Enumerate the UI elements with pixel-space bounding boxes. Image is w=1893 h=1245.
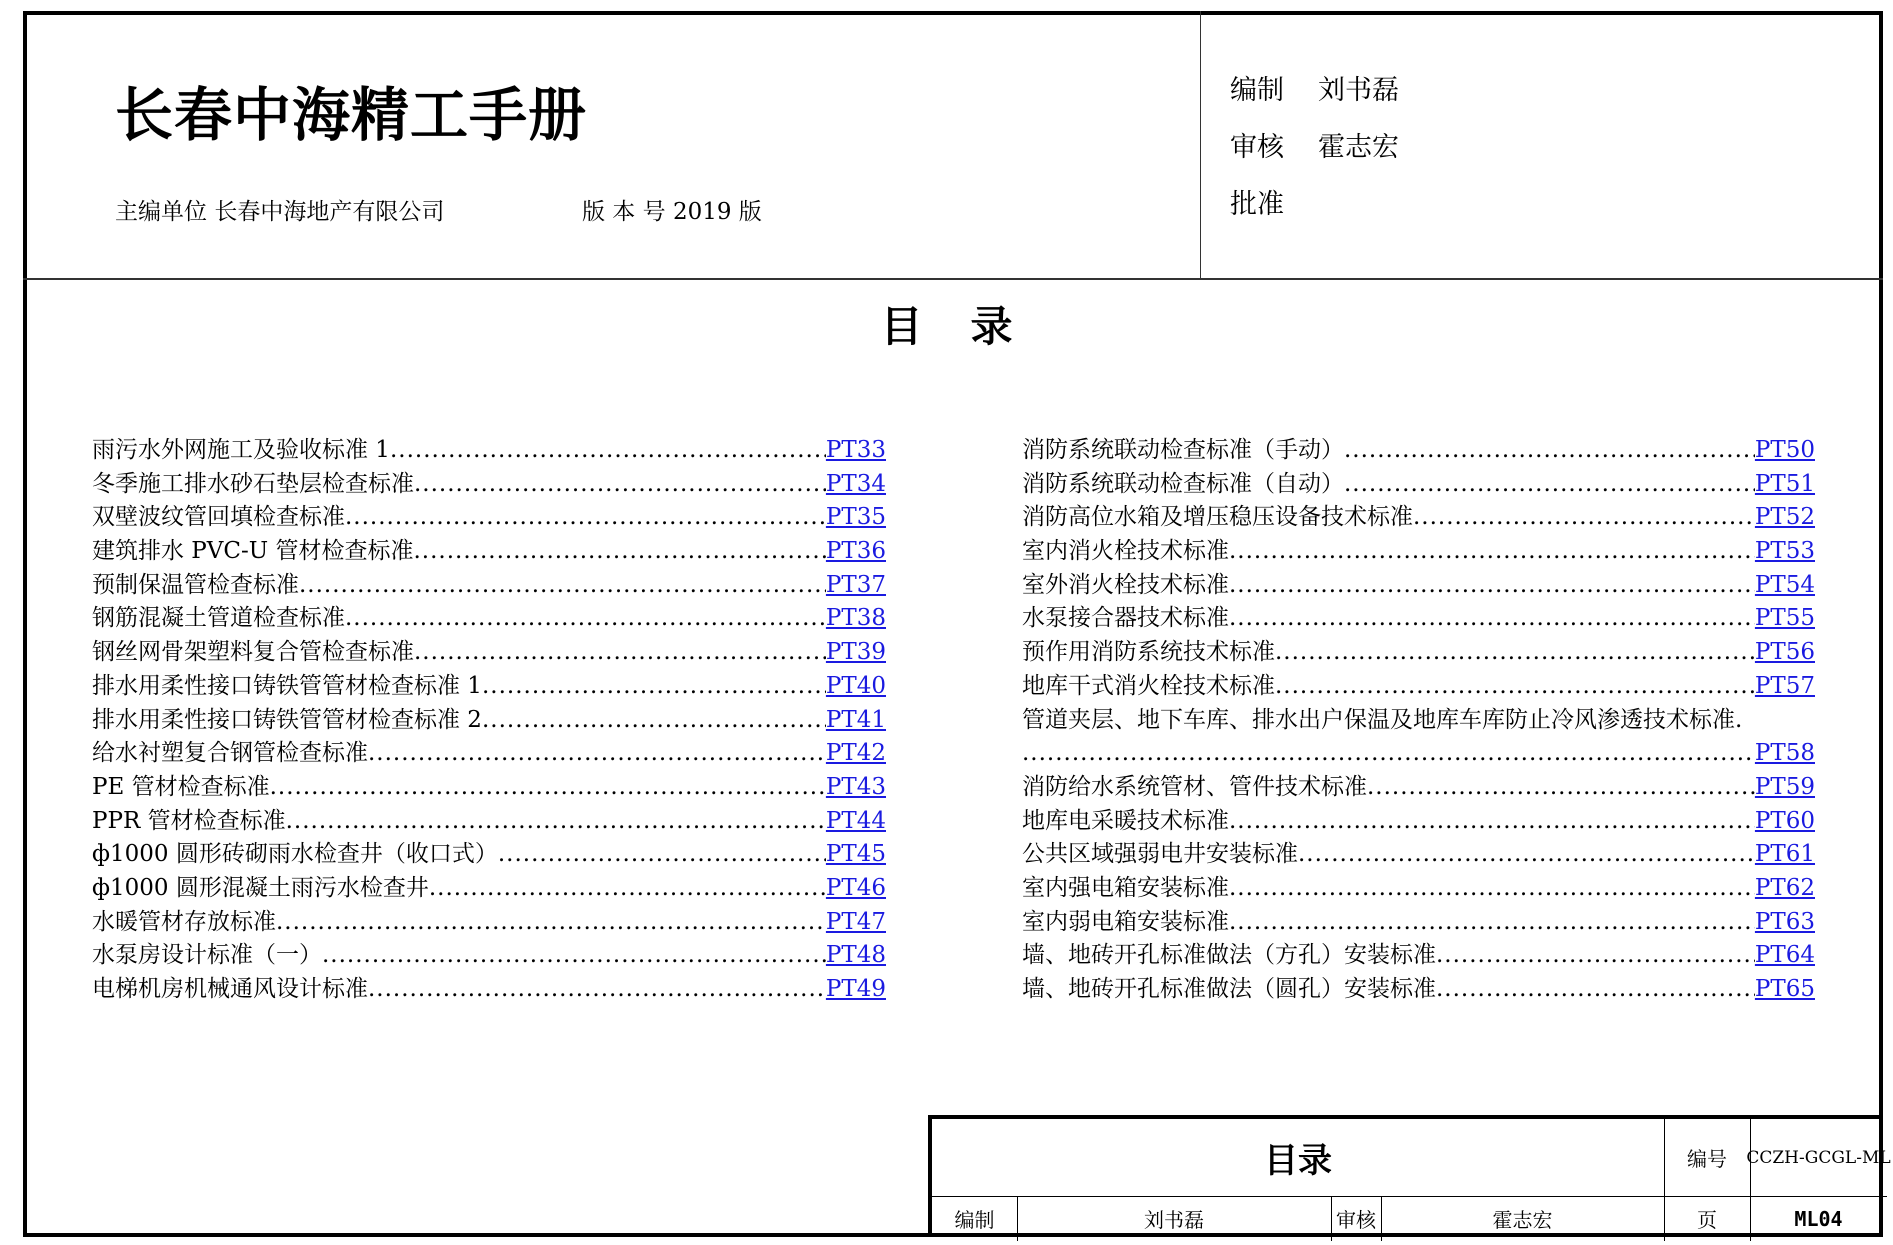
toc-entry (1022, 670, 1815, 704)
page-title: 长春中海精工手册 (115, 81, 588, 149)
leader-dots (345, 501, 826, 535)
toc-entry-title: 室内消火栓技术标准 (1022, 538, 1229, 565)
toc-entry (92, 434, 886, 468)
toc-entry-page-link[interactable]: PT60 (1754, 807, 1815, 834)
toc-entry-title: 室外消火栓技术标准 (1022, 571, 1229, 598)
version-value: 2019 版 (672, 199, 762, 225)
leader-dots (1229, 602, 1755, 636)
title-block-number-label: 编号 (1687, 1147, 1727, 1171)
toc-entry-title: 公共区域强弱电井安装标准 (1022, 841, 1298, 868)
toc-entry-page-link[interactable]: PT47 (825, 908, 886, 935)
leader-dots (1367, 771, 1755, 805)
toc-entry (92, 973, 886, 1007)
toc-entry-page-link[interactable]: PT37 (825, 571, 886, 598)
version-label: 版 本 号 (582, 199, 666, 225)
title-block-reviewer-label: 审核 (1336, 1208, 1376, 1232)
toc-entry (92, 771, 886, 805)
toc-entry-page-link[interactable]: PT42 (825, 740, 886, 767)
title-block-editor-label: 编制 (954, 1208, 995, 1232)
leader-dots (1022, 737, 1755, 771)
toc-entry-title: 预制保温管检查标准 (92, 571, 299, 598)
toc-entry-title: PPR 管材检查标准 (92, 807, 286, 834)
toc-entry (1022, 636, 1815, 670)
toc-entry-continuation (1022, 737, 1815, 771)
header-divider (23, 278, 1883, 280)
toc-entry-title: 雨污水外网施工及验收标准 1 (92, 437, 390, 463)
title-block (928, 1115, 1891, 1237)
toc-entry-title: 电梯机房机械通风设计标准 (92, 976, 368, 1002)
leader-dots (1344, 468, 1755, 502)
title-block-page-label: 页 (1697, 1208, 1717, 1232)
toc-entry-page-link[interactable]: PT44 (825, 807, 886, 834)
title-block-page: ML04 (1794, 1206, 1843, 1231)
toc-entry-page-link[interactable]: PT62 (1754, 874, 1815, 901)
toc-entry-page-link[interactable]: PT54 (1754, 571, 1815, 598)
toc-entry (1022, 704, 1815, 738)
title-block-number: CCZH-GCGL-ML (1746, 1147, 1891, 1168)
toc-entry-title: 管道夹层、地下车库、排水出户保温及地库车库防止冷风渗透技术标准. (1022, 706, 1743, 733)
toc-entry-title: 双壁波纹管回填检查标准 (92, 504, 345, 531)
toc-entry-title: 排水用柔性接口铸铁管管材检查标准 1 (92, 672, 482, 699)
toc-right-column (1022, 434, 1815, 1007)
toc-entry-title: 消防高位水箱及增压稳压设备技术标准 (1022, 504, 1413, 531)
toc-entry-page-link[interactable]: PT51 (1754, 470, 1815, 497)
toc-entry-page-link[interactable]: PT43 (825, 773, 886, 800)
toc-entry (92, 805, 886, 839)
header-vertical-divider (1200, 11, 1201, 279)
toc-entry-title: 水暖管材存放标准 (92, 908, 276, 935)
toc-entry-title: PE 管材检查标准 (92, 773, 270, 800)
editor-unit (115, 193, 444, 226)
leader-dots (1275, 636, 1755, 670)
toc-entry-page-link[interactable]: PT50 (1754, 437, 1815, 463)
toc-entry (92, 569, 886, 603)
leader-dots (1229, 872, 1755, 906)
leader-dots (1275, 670, 1755, 704)
leader-dots (1344, 434, 1755, 468)
leader-dots (1229, 535, 1755, 569)
approval-row-compile (1230, 68, 1399, 125)
toc-entry-title: 室内弱电箱安装标准 (1022, 908, 1229, 935)
toc-entry (1022, 872, 1815, 906)
toc-entry-title: 钢丝网骨架塑料复合管检查标准 (92, 639, 414, 666)
toc-entry-title: 钢筋混凝土管道检查标准 (92, 605, 345, 632)
toc-entry (1022, 569, 1815, 603)
editor-unit-value: 长春中海地产有限公司 (214, 199, 445, 225)
toc-entry (92, 737, 886, 771)
toc-heading: 目录 (880, 302, 1061, 351)
toc-entry-page-link[interactable]: PT59 (1754, 773, 1815, 800)
toc-entry-page-link[interactable]: PT58 (1754, 740, 1815, 767)
leader-dots (368, 737, 826, 771)
toc-entry (92, 501, 886, 535)
toc-entry-page-link[interactable]: PT48 (825, 942, 886, 969)
toc-entry-page-link[interactable]: PT36 (825, 538, 886, 565)
leader-dots (482, 670, 826, 704)
toc-entry (92, 468, 886, 502)
editor-unit-label: 主编单位 (115, 199, 207, 225)
toc-entry (92, 906, 886, 940)
leader-dots (276, 906, 826, 940)
toc-entry (92, 838, 886, 872)
leader-dots (414, 636, 826, 670)
toc-entry-page-link[interactable]: PT35 (825, 504, 886, 531)
toc-entry-page-link[interactable]: PT38 (825, 605, 886, 632)
toc-entry-page-link[interactable]: PT34 (825, 470, 886, 497)
toc-entry-title: 预作用消防系统技术标准 (1022, 639, 1275, 666)
title-block-title: 目录 (1264, 1141, 1332, 1181)
approval-role: 批准 (1230, 189, 1284, 220)
leader-dots (429, 872, 826, 906)
leader-dots (322, 939, 826, 973)
toc-entry-title: 地库电采暖技术标准 (1022, 807, 1229, 834)
toc-entry-title: 冬季施工排水砂石垫层检查标准 (92, 470, 414, 497)
toc-entry-title: 消防系统联动检查标准（手动） (1022, 437, 1344, 463)
toc-entry (92, 535, 886, 569)
toc-entry-title: 墙、地砖开孔标准做法（方孔）安装标准 (1022, 942, 1436, 969)
toc-entry-page-link[interactable]: PT64 (1754, 942, 1815, 969)
version (582, 193, 762, 226)
toc-entry-title: 室内强电箱安装标准 (1022, 874, 1229, 901)
toc-entry-title: 排水用柔性接口铸铁管管材检查标准 2 (92, 706, 482, 733)
toc-entry-page-link[interactable]: PT56 (1754, 639, 1815, 666)
toc-entry-page-link[interactable]: PT65 (1754, 976, 1815, 1002)
leader-dots (1413, 501, 1755, 535)
toc-entry-title: 消防系统联动检查标准（自动） (1022, 470, 1344, 497)
approval-role: 审核 (1230, 132, 1284, 163)
leader-dots (414, 468, 826, 502)
toc-entry (92, 872, 886, 906)
leader-dots (345, 602, 826, 636)
toc-entry-page-link[interactable]: PT61 (1754, 841, 1815, 868)
toc-entry (92, 704, 886, 738)
toc-entry-title: ф1000 圆形砖砌雨水检查井（收口式） (92, 841, 498, 868)
title-block-reviewer: 霍志宏 (1492, 1208, 1553, 1232)
toc-entry-title: 给水衬塑复合钢管检查标准 (92, 740, 368, 767)
leader-dots (1229, 906, 1755, 940)
toc-entry-title: 水泵房设计标准（一） (92, 942, 322, 969)
approval-name: 霍志宏 (1318, 132, 1399, 163)
leader-dots (1298, 838, 1755, 872)
approval-row-approve (1230, 182, 1399, 239)
toc-entry (92, 939, 886, 973)
toc-entry-page-link[interactable]: PT40 (825, 672, 886, 699)
toc-left-column (92, 434, 886, 1007)
toc-entry (1022, 906, 1815, 940)
toc-entry (1022, 602, 1815, 636)
toc-entry-title: 地库干式消火栓技术标准 (1022, 672, 1275, 699)
toc-entry-page-link[interactable]: PT52 (1754, 504, 1815, 531)
toc-entry-page-link[interactable]: PT55 (1754, 605, 1815, 632)
toc-entry-page-link[interactable]: PT53 (1754, 538, 1815, 565)
toc-entry-page-link[interactable]: PT33 (825, 437, 886, 463)
toc-entry (92, 670, 886, 704)
toc-entry-page-link[interactable]: PT57 (1754, 672, 1815, 699)
toc-entry-title: ф1000 圆形混凝土雨污水检查井 (92, 874, 429, 901)
toc-entry (1022, 805, 1815, 839)
toc-entry-page-link[interactable]: PT41 (825, 706, 886, 733)
approval-name: 刘书磊 (1318, 75, 1399, 106)
toc-entry (92, 636, 886, 670)
approvals (1230, 68, 1399, 239)
toc-entry (1022, 771, 1815, 805)
leader-dots (482, 704, 826, 738)
toc-entry (1022, 468, 1815, 502)
toc-entry-page-link[interactable]: PT49 (825, 976, 886, 1002)
toc-entry-title: 墙、地砖开孔标准做法（圆孔）安装标准 (1022, 976, 1436, 1002)
leader-dots (498, 838, 826, 872)
leader-dots (286, 805, 826, 839)
approval-role: 编制 (1230, 75, 1284, 106)
toc-entry (92, 602, 886, 636)
toc-entry-page-link[interactable]: PT63 (1754, 908, 1815, 935)
approval-row-review (1230, 125, 1399, 182)
leader-dots (368, 973, 826, 1007)
leader-dots (1229, 569, 1755, 603)
toc-entry-page-link[interactable]: PT46 (825, 874, 886, 901)
toc-entry (1022, 434, 1815, 468)
toc-entry-page-link[interactable]: PT39 (825, 639, 886, 666)
toc-entry (1022, 939, 1815, 973)
toc-entry-title: 水泵接合器技术标准 (1022, 605, 1229, 632)
title-block-editor: 刘书磊 (1144, 1208, 1204, 1232)
toc-entry (1022, 973, 1815, 1007)
toc-entry-title: 消防给水系统管材、管件技术标准 (1022, 773, 1367, 800)
toc-entry (1022, 838, 1815, 872)
leader-dots (1436, 939, 1755, 973)
leader-dots (413, 535, 825, 569)
leader-dots (390, 434, 826, 468)
toc-entry (1022, 501, 1815, 535)
leader-dots (299, 569, 826, 603)
toc-entry-page-link[interactable]: PT45 (825, 841, 886, 868)
toc-entry (1022, 535, 1815, 569)
toc-entry-title: 建筑排水 PVC-U 管材检查标准 (92, 538, 414, 565)
leader-dots (270, 771, 826, 805)
leader-dots (1229, 805, 1755, 839)
leader-dots (1436, 973, 1755, 1007)
